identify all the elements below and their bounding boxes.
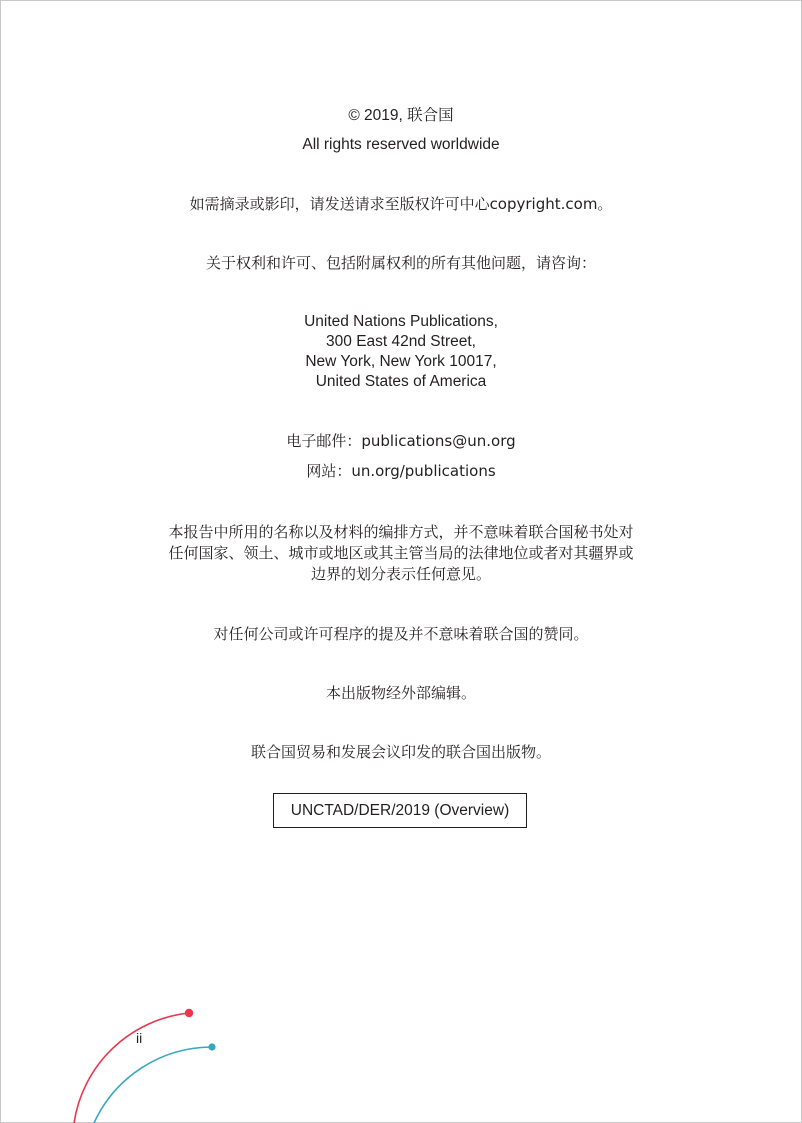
- editing-note: 本出版物经外部编辑。: [325, 684, 476, 702]
- address-line-2: 300 East 42nd Street,: [326, 333, 476, 350]
- address-line-1: United Nations Publications,: [304, 313, 498, 330]
- copyright-line: © 2019, 联合国: [348, 107, 454, 124]
- page-number: ii: [136, 1030, 143, 1046]
- email-text: 电子邮件：publications@un.org: [286, 432, 516, 450]
- rights-reserved-line: All rights reserved worldwide: [302, 136, 500, 153]
- address-line-4: United States of America: [315, 373, 487, 390]
- website-text: 网站：un.org/publications: [306, 462, 496, 480]
- address-line-3: New York, New York 10017,: [305, 353, 497, 370]
- disclaimer-line-2: 任何国家、领土、城市或地区或其主管当局的法律地位或者对其疆界或: [168, 544, 634, 562]
- publisher-note: 联合国贸易和发展会议印发的联合国出版物。: [250, 743, 551, 761]
- endorsement-note: 对任何公司或许可程序的提及并不意味着联合国的赞同。: [213, 625, 589, 643]
- reproduction-request-text: 如需摘录或影印，请发送请求至版权许可中心copyright.com。: [189, 195, 613, 213]
- disclaimer-line-3: 边界的划分表示任何意见。: [310, 565, 491, 583]
- rights-inquiry-text: 关于权利和许可、包括附属权利的所有其他问题，请咨询：: [205, 254, 596, 272]
- disclaimer-line-1: 本报告中所用的名称以及材料的编排方式，并不意味着联合国秘书处对: [168, 523, 634, 541]
- document-symbol-box: UNCTAD/DER/2019 (Overview): [273, 793, 527, 828]
